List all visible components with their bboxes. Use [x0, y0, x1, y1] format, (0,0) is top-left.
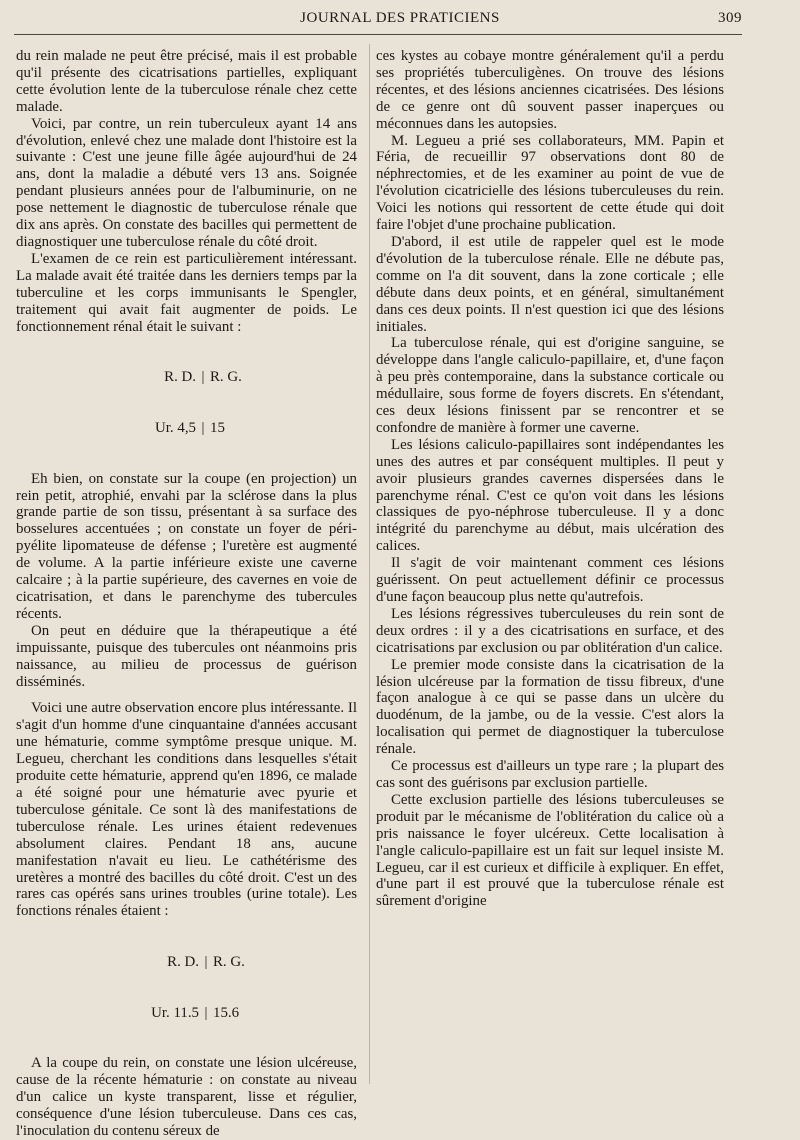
- table-row: [16, 420, 357, 437]
- table-separator: |: [201, 419, 205, 436]
- paragraph: Le premier mode consiste dans la cicatrisation de la lésion ulcéreuse par la formation de tissu fibreux, d'une façon analogue à ce qui se passe dans un ulcère du duodénum, de la jambe, ou de la vessie. C'est alors la localisation qui permet de diagnostiquer la tuberculose rénale.: [376, 656, 724, 758]
- paragraph: D'abord, il est utile de rappeler quel est le mode d'évolution de la tuberculose rénale. Elle ne débute pas, comme on l'a dit souvent, dans la zone corticale ; elle débute dans deux points, et en général, simultanément dans ces deux points. Il n'est question ici que des lésions initiales.: [376, 233, 724, 335]
- paragraph: L'examen de ce rein est particulièrement intéressant. La malade avait été traitée dans les derniers temps par la tuberculine et les corps immunisants le Spengler, traitement qui avait fait augmenter de poids. Le fonctionnement rénal était le suivant :: [16, 250, 357, 335]
- table-row-cell-left: [16, 420, 196, 437]
- paragraph: du rein malade ne peut être précisé, mais il est probable qu'il présente des cicatrisations partielles, expliquant cette évolution lente de la tuberculose rénale chez cette malade.: [16, 48, 357, 115]
- table-separator: |: [201, 369, 205, 386]
- table-value-right-kidney: 4,5: [177, 419, 196, 436]
- journal-title: JOURNAL DES PRATICIENS: [300, 10, 500, 26]
- table-header-row: [16, 954, 357, 971]
- paragraph: M. Legueu a prié ses collaborateurs, MM. Papin et Féria, de recueillir 97 observations dont 80 de néphrectomies, et de les examiner au point de vue de l'évolution cicatricielle des lésions tuberculeuses du rein. Voici les notions qui ressortent de cette étude qui doit faire l'objet d'une prochaine publication.: [376, 132, 724, 234]
- table-separator: |: [204, 1004, 208, 1021]
- table-row: [16, 1005, 357, 1022]
- paragraph: Eh bien, on constate sur la coupe (en projection) un rein petit, atrophié, envahi par la sclérose dans la plus grande partie de son tissu, présentant à sa surface des bosselures accentuées ; on constate un foyer de péri-pyélite lipomateuse de défense ; l'uretère est augmenté de volume. A la partie inférieure existe une caverne calcaire ; à la partie supérieure, des cavernes en voie de cicatrisation, et dans le parenchyme des tubercules récents.: [16, 470, 357, 622]
- paragraph: Voici, par contre, un rein tuberculeux ayant 14 ans d'évolution, enlevé chez une malade dont l'histoire est la suivante : C'est une jeune fille âgée aujourd'hui de 24 ans, dont la maladie a débuté vers 13 ans. Soignée pendant plusieurs années pour de l'albuminurie, on ne pose nettement le diagnostic de tuberculose rénale que dix ans après. On constate des bacilles qui permettent de diagnostiquer une tuberculose rénale du côté droit.: [16, 115, 357, 250]
- paragraph: La tuberculose rénale, qui est d'origine sanguine, se développe dans l'angle caliculo-papillaire, et, d'une façon à peu près contemporaine, dans la substance corticale ou médullaire, sous forme de foyers discrets. En s'étendant, ces deux lésions finissent par se rencontrer et se confondre de manière à former une caverne.: [376, 335, 724, 436]
- paragraph: Il s'agit de voir maintenant comment ces lésions guérissent. On peut actuellement définir ce processus d'une façon beaucoup plus nette qu'autrefois.: [376, 555, 724, 605]
- table-value-right-kidney: 11.5: [173, 1004, 199, 1021]
- column-divider: [369, 44, 370, 1084]
- table-header-row: [16, 369, 357, 386]
- table-row-label: Ur.: [151, 1004, 170, 1021]
- paragraph: Ce processus est d'ailleurs un type rare ; la plupart des cas sont des guérisons par exclusion partielle.: [376, 758, 724, 791]
- paragraph: A la coupe du rein, on constate une lésion ulcéreuse, cause de la récente hématurie : on constate au niveau d'un calice un kyste transparent, lisse et régulier, conséquence d'une lésion tuberculeuse. Dans ces cas, l'inoculation du contenu séreux de: [16, 1055, 357, 1140]
- renal-function-table-2: [16, 920, 357, 1055]
- page-number: 309: [718, 10, 742, 26]
- paragraph: ces kystes au cobaye montre généralement qu'il a perdu ses propriétés tuberculigènes. On trouve des lésions récentes, et des lésions anciennes cicatrisées. Des lésions de ce genre ont dû souvent passer inaperçues ou méconnues dans les autopsies.: [376, 48, 724, 132]
- header-rule: [14, 34, 742, 35]
- paragraph: Voici une autre observation encore plus intéressante. Il s'agit d'un homme d'une cinquantaine d'années accusant une hématurie, comme symptôme presque unique. M. Legueu, cherchant les conditions dans lesquelles s'était produite cette hématurie, apprend qu'en 1896, ce malade a été soigné pour une hématurie avec pyurie et tuberculose génitale. Ce sont là des manifestations de tuberculose rénale. Les urines étaient redevenues absolument claires. Pendant 18 ans, aucune manifestation n'avait eu lieu. Le cathétérisme des uretères a montré des bacilles du côté droit. C'est un des rares cas opérés sans urines troubles (urine totale). Les fonctions rénales étaient :: [16, 700, 357, 920]
- table-row-label: Ur.: [155, 419, 174, 436]
- renal-function-table-1: [16, 335, 357, 470]
- table-head-right-kidney: R. D.: [167, 954, 199, 971]
- table-head-left-kidney: R. G.: [213, 954, 245, 971]
- table-value-left-kidney: 15.6: [213, 1004, 240, 1021]
- table-row-cell-left: [16, 1005, 199, 1022]
- running-header: [0, 8, 800, 30]
- paragraph: Cette exclusion partielle des lésions tuberculeuses se produit par le mécanisme de l'oblitération du calice où a pris naissance le foyer ulcéreux. Cette localisation à l'angle caliculo-papillaire est un fait sur lequel insiste M. Legueu, car il est curieux et difficile à expliquer. En effet, d'une part il est prouvé que la tuberculose rénale est sûrement d'origine: [376, 791, 724, 910]
- paragraph: Les lésions régressives tuberculeuses du rein sont de deux ordres : il y a des cicatrisations en surface, et des cicatrisations par exclusion ou par oblitération d'un calice.: [376, 605, 724, 656]
- paragraph: On peut en déduire que la thérapeutique a été impuissante, puisque des tubercules ont néanmoins pris naissance, au milieu de processus de guérison disséminés.: [16, 622, 357, 690]
- table-head-left-kidney: R. G.: [210, 369, 242, 386]
- table-separator: |: [204, 954, 208, 971]
- right-column: [376, 48, 724, 910]
- table-value-left-kidney: 15: [210, 419, 225, 436]
- paragraph: Les lésions caliculo-papillaires sont indépendantes les unes des autres et par conséquent multiples. Il peut y avoir plusieurs grandes cavernes dispersées dans le parenchyme rénal. C'est ce qu'on voit dans les lésions classiques de pyo-néphrose tuberculeuse. Il y a donc intégrité du parenchyme au début, mais ulcération des calices.: [376, 436, 724, 555]
- table-head-right-kidney: R. D.: [164, 369, 196, 386]
- left-column: [16, 48, 357, 1140]
